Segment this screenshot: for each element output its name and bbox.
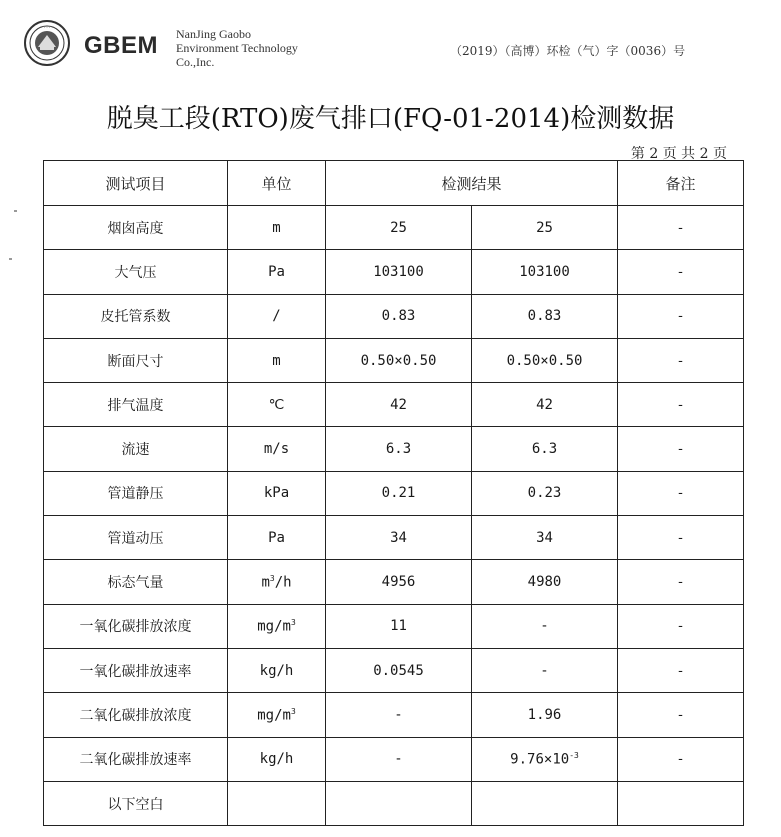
scan-speck xyxy=(9,258,12,260)
cell-result-1: 11 xyxy=(326,604,472,648)
table-row xyxy=(44,250,744,294)
table-row xyxy=(44,471,744,515)
document-title: 脱臭工段(RTO)废气排口(FQ-01-2014)检测数据 xyxy=(106,104,675,134)
unit-base: mg/m xyxy=(257,707,291,724)
unit-superscript: 3 xyxy=(269,573,275,583)
table-row xyxy=(44,294,744,338)
cell-item: 一氧化碳排放浓度 xyxy=(44,604,228,648)
cell-result-2 xyxy=(472,604,618,648)
cell-result-1: - xyxy=(326,737,472,781)
cell-unit xyxy=(228,427,326,471)
unit-base: m/s xyxy=(263,441,290,458)
unit-base: Pa xyxy=(268,263,285,280)
cell-item: 以下空白 xyxy=(44,781,228,825)
cell-unit xyxy=(228,693,326,737)
result-2-value: 9.76×10 xyxy=(510,751,570,768)
cell-result-1: 0.0545 xyxy=(326,648,472,692)
cell-unit xyxy=(228,781,326,825)
cell-note: - xyxy=(618,648,744,692)
cell-result-1: 25 xyxy=(326,206,472,250)
cell-result-1: 34 xyxy=(326,516,472,560)
cell-result-1: 0.50×0.50 xyxy=(326,338,472,382)
cell-result-2 xyxy=(472,648,618,692)
cell-result-2 xyxy=(472,471,618,515)
cell-unit xyxy=(228,516,326,560)
results-table xyxy=(43,160,744,826)
cell-item: 烟囱高度 xyxy=(44,206,228,250)
cell-result-2 xyxy=(472,560,618,604)
cell-item: 管道静压 xyxy=(44,471,228,515)
table-row xyxy=(44,516,744,560)
cell-result-1: 0.83 xyxy=(326,294,472,338)
cell-result-1: 42 xyxy=(326,383,472,427)
cell-note: - xyxy=(618,737,744,781)
cell-note: - xyxy=(618,250,744,294)
unit-base: kg/h xyxy=(259,751,294,768)
result-2-value: 25 xyxy=(536,219,553,236)
company-line-2: Environment Technology xyxy=(176,41,298,55)
cell-note: - xyxy=(618,206,744,250)
brand-name: GBEM xyxy=(84,32,158,59)
table-row xyxy=(44,338,744,382)
result-2-value: 0.83 xyxy=(527,308,562,325)
result-2-value: 1.96 xyxy=(527,706,562,723)
cell-unit xyxy=(228,383,326,427)
cell-note: - xyxy=(618,560,744,604)
result-2-value: 103100 xyxy=(519,263,570,280)
table-row xyxy=(44,737,744,781)
cell-item: 大气压 xyxy=(44,250,228,294)
scan-speck xyxy=(14,210,17,212)
cell-result-2 xyxy=(472,781,618,825)
cell-result-2 xyxy=(472,206,618,250)
cell-result-1 xyxy=(326,781,472,825)
header-item: 测试项目 xyxy=(44,161,228,206)
unit-superscript: 3 xyxy=(290,617,296,627)
table-row xyxy=(44,604,744,648)
unit-base: / xyxy=(272,308,281,325)
unit-base: kPa xyxy=(263,485,290,502)
unit-base: m xyxy=(272,219,281,236)
cell-result-1: - xyxy=(326,693,472,737)
cell-item: 标态气量 xyxy=(44,560,228,604)
cell-note xyxy=(618,781,744,825)
cell-note: - xyxy=(618,516,744,560)
cell-result-1: 6.3 xyxy=(326,427,472,471)
cell-unit xyxy=(228,737,326,781)
unit-base: m xyxy=(261,574,270,591)
company-line-3: Co.,Inc. xyxy=(176,55,215,69)
unit-base: ℃ xyxy=(268,396,285,413)
cell-note: - xyxy=(618,471,744,515)
result-2-value: - xyxy=(540,618,549,635)
header-unit: 单位 xyxy=(228,161,326,206)
unit-base: kg/h xyxy=(259,662,294,679)
unit-base: Pa xyxy=(268,529,285,546)
company-line-1: NanJing Gaobo xyxy=(176,27,251,41)
cell-item: 一氧化碳排放速率 xyxy=(44,648,228,692)
unit-tail: /h xyxy=(274,574,292,591)
unit-base: mg/m xyxy=(257,618,291,635)
cell-unit xyxy=(228,560,326,604)
table-row xyxy=(44,427,744,471)
cell-note: - xyxy=(618,604,744,648)
table-row xyxy=(44,693,744,737)
result-2-value: 42 xyxy=(536,396,553,413)
cell-item: 断面尺寸 xyxy=(44,338,228,382)
cell-unit xyxy=(228,294,326,338)
result-2-value: 4980 xyxy=(527,574,562,591)
table-row xyxy=(44,383,744,427)
cell-item: 二氧化碳排放浓度 xyxy=(44,693,228,737)
table-row xyxy=(44,206,744,250)
cell-result-2 xyxy=(472,516,618,560)
result-2-value: 34 xyxy=(536,529,553,546)
certificate-number: （2019）（高博）环检（气）字（0036）号 xyxy=(450,44,686,58)
company-name xyxy=(176,27,298,69)
cell-result-2 xyxy=(472,383,618,427)
result-2-value: - xyxy=(540,662,549,679)
result-2-value: 6.3 xyxy=(531,441,558,458)
gbem-seal-logo xyxy=(24,20,70,66)
cell-result-2 xyxy=(472,338,618,382)
cell-unit xyxy=(228,604,326,648)
cell-item: 排气温度 xyxy=(44,383,228,427)
cell-note: - xyxy=(618,338,744,382)
cell-result-1: 4956 xyxy=(326,560,472,604)
table-row xyxy=(44,560,744,604)
cell-unit xyxy=(228,471,326,515)
result-2-value: 0.23 xyxy=(527,485,562,502)
cell-item: 管道动压 xyxy=(44,516,228,560)
header-result: 检测结果 xyxy=(326,161,618,206)
cell-unit xyxy=(228,206,326,250)
cell-note: - xyxy=(618,383,744,427)
cell-result-1: 0.21 xyxy=(326,471,472,515)
header-note: 备注 xyxy=(618,161,744,206)
table-body xyxy=(44,206,744,826)
cell-result-2 xyxy=(472,427,618,471)
unit-superscript: 3 xyxy=(290,706,296,716)
result-2-exponent: -3 xyxy=(569,750,579,760)
page-indicator: 第 2 页 共 2 页 xyxy=(630,146,727,162)
unit-base: m xyxy=(272,352,281,369)
cell-item: 皮托管系数 xyxy=(44,294,228,338)
cell-note: - xyxy=(618,427,744,471)
table-row xyxy=(44,648,744,692)
cell-result-1: 103100 xyxy=(326,250,472,294)
cell-unit xyxy=(228,338,326,382)
cell-result-2 xyxy=(472,250,618,294)
result-2-value: 0.50×0.50 xyxy=(506,352,583,369)
table-row xyxy=(44,781,744,825)
cell-note: - xyxy=(618,693,744,737)
table-header-row xyxy=(44,161,744,206)
cell-result-2 xyxy=(472,294,618,338)
cell-unit xyxy=(228,648,326,692)
cell-unit xyxy=(228,250,326,294)
cell-item: 二氧化碳排放速率 xyxy=(44,737,228,781)
cell-item: 流速 xyxy=(44,427,228,471)
svg-text:· · · · ·: · · · · · xyxy=(41,25,53,30)
cell-result-2 xyxy=(472,693,618,737)
cell-result-2 xyxy=(472,737,618,781)
cell-note: - xyxy=(618,294,744,338)
